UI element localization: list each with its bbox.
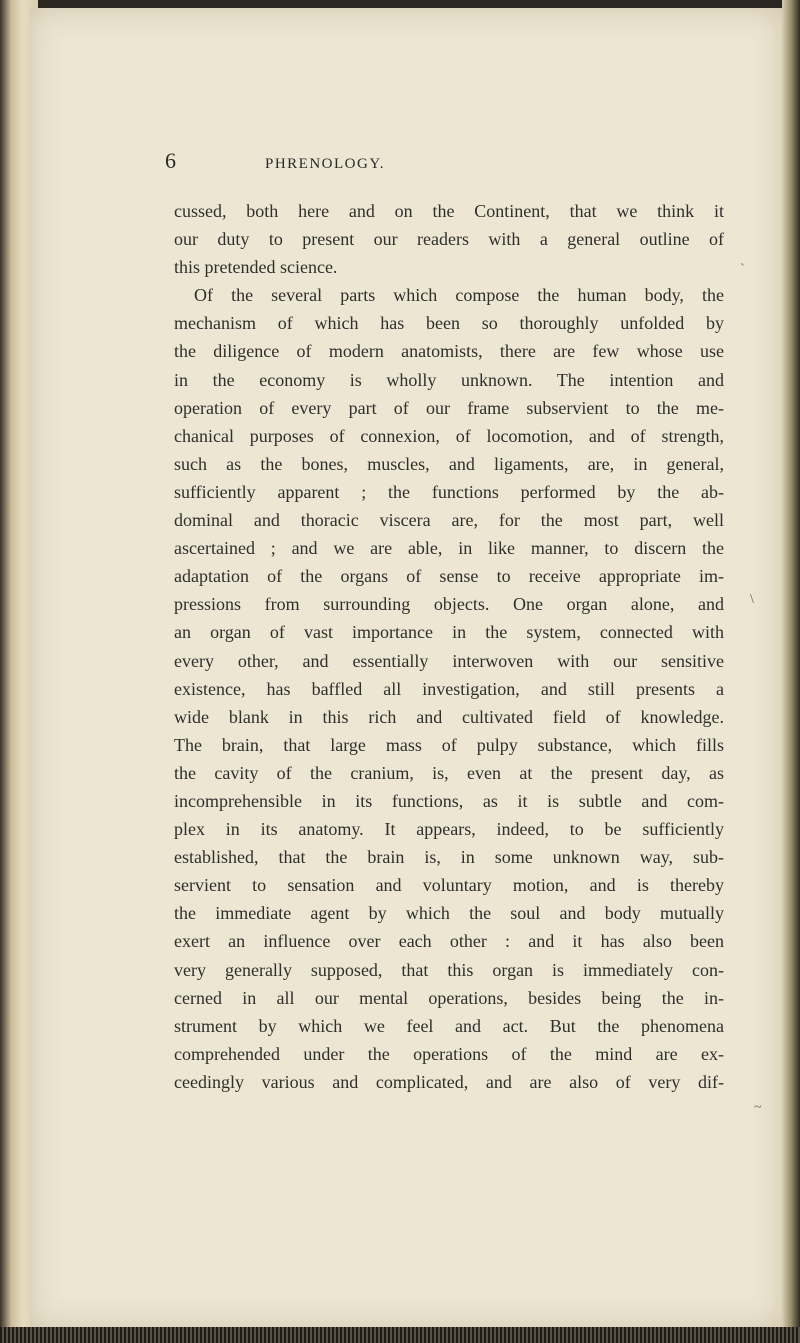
text-line: dominal and thoracic viscera are, for the most part, well: [174, 510, 724, 531]
text-line: very generally supposed, that this organ is immediately con-: [174, 959, 724, 980]
text-line: The brain, that large mass of pulpy substance, which fills: [174, 734, 724, 755]
body-text: [174, 197, 724, 1096]
text-line: in the economy is wholly unknown. The intention and: [174, 369, 724, 390]
text-line: our duty to present our readers with a general outline of: [174, 229, 724, 250]
running-head: PHRENOLOGY.: [265, 156, 385, 172]
text-line: the immediate agent by which the soul and body mutually: [174, 903, 724, 924]
text-line: incomprehensible in its functions, as it is subtle and com-: [174, 790, 724, 811]
text-line: established, that the brain is, in some unknown way, sub-: [174, 847, 724, 868]
margin-mark: ~: [754, 1100, 762, 1115]
text-line: operation of every part of our frame subservient to the me-: [174, 397, 724, 418]
text-line: the cavity of the cranium, is, even at the present day, as: [174, 762, 724, 783]
text-line: ascertained ; and we are able, in like manner, to discern the: [174, 538, 724, 559]
text-line: pressions from surrounding objects. One organ alone, and: [174, 594, 724, 615]
margin-mark: \: [750, 592, 754, 607]
text-line: such as the bones, muscles, and ligaments, are, in general,: [174, 453, 724, 474]
text-line: exert an influence over each other : and it has also been: [174, 931, 724, 952]
margin-mark: `: [740, 262, 745, 277]
text-line: cerned in all our mental operations, besides being the in-: [174, 987, 724, 1008]
text-line: every other, and essentially interwoven with our sensitive: [174, 650, 724, 671]
text-line: ceedingly various and complicated, and are also of very dif-: [174, 1071, 724, 1092]
text-line: wide blank in this rich and cultivated field of knowledge.: [174, 706, 724, 727]
text-line: adaptation of the organs of sense to receive appropriate im-: [174, 566, 724, 587]
text-line: servient to sensation and voluntary motion, and is thereby: [174, 875, 724, 896]
text-line: existence, has baffled all investigation, and still presents a: [174, 678, 724, 699]
text-line: Of the several parts which compose the human body, the: [194, 285, 724, 306]
text-line: comprehended under the operations of the mind are ex-: [174, 1043, 724, 1064]
text-line: mechanism of which has been so thoroughly unfolded by: [174, 313, 724, 334]
page-edge-right: [782, 0, 800, 1343]
text-line: strument by which we feel and act. But the phenomena: [174, 1015, 724, 1036]
text-line: an organ of vast importance in the system, connected with: [174, 622, 724, 643]
text-line: plex in its anatomy. It appears, indeed, to be sufficiently: [174, 819, 724, 840]
text-line: this pretended science.: [174, 257, 338, 278]
text-line: chanical purposes of connexion, of locomotion, and of strength,: [174, 425, 724, 446]
page-number: 6: [165, 148, 176, 173]
text-line: cussed, both here and on the Continent, that we think it: [174, 201, 724, 221]
text-line: sufficiently apparent ; the functions performed by the ab-: [174, 481, 724, 502]
page-edge-bottom: [0, 1327, 800, 1343]
page-header: [165, 148, 725, 178]
text-line: the diligence of modern anatomists, there are few whose use: [174, 341, 724, 362]
